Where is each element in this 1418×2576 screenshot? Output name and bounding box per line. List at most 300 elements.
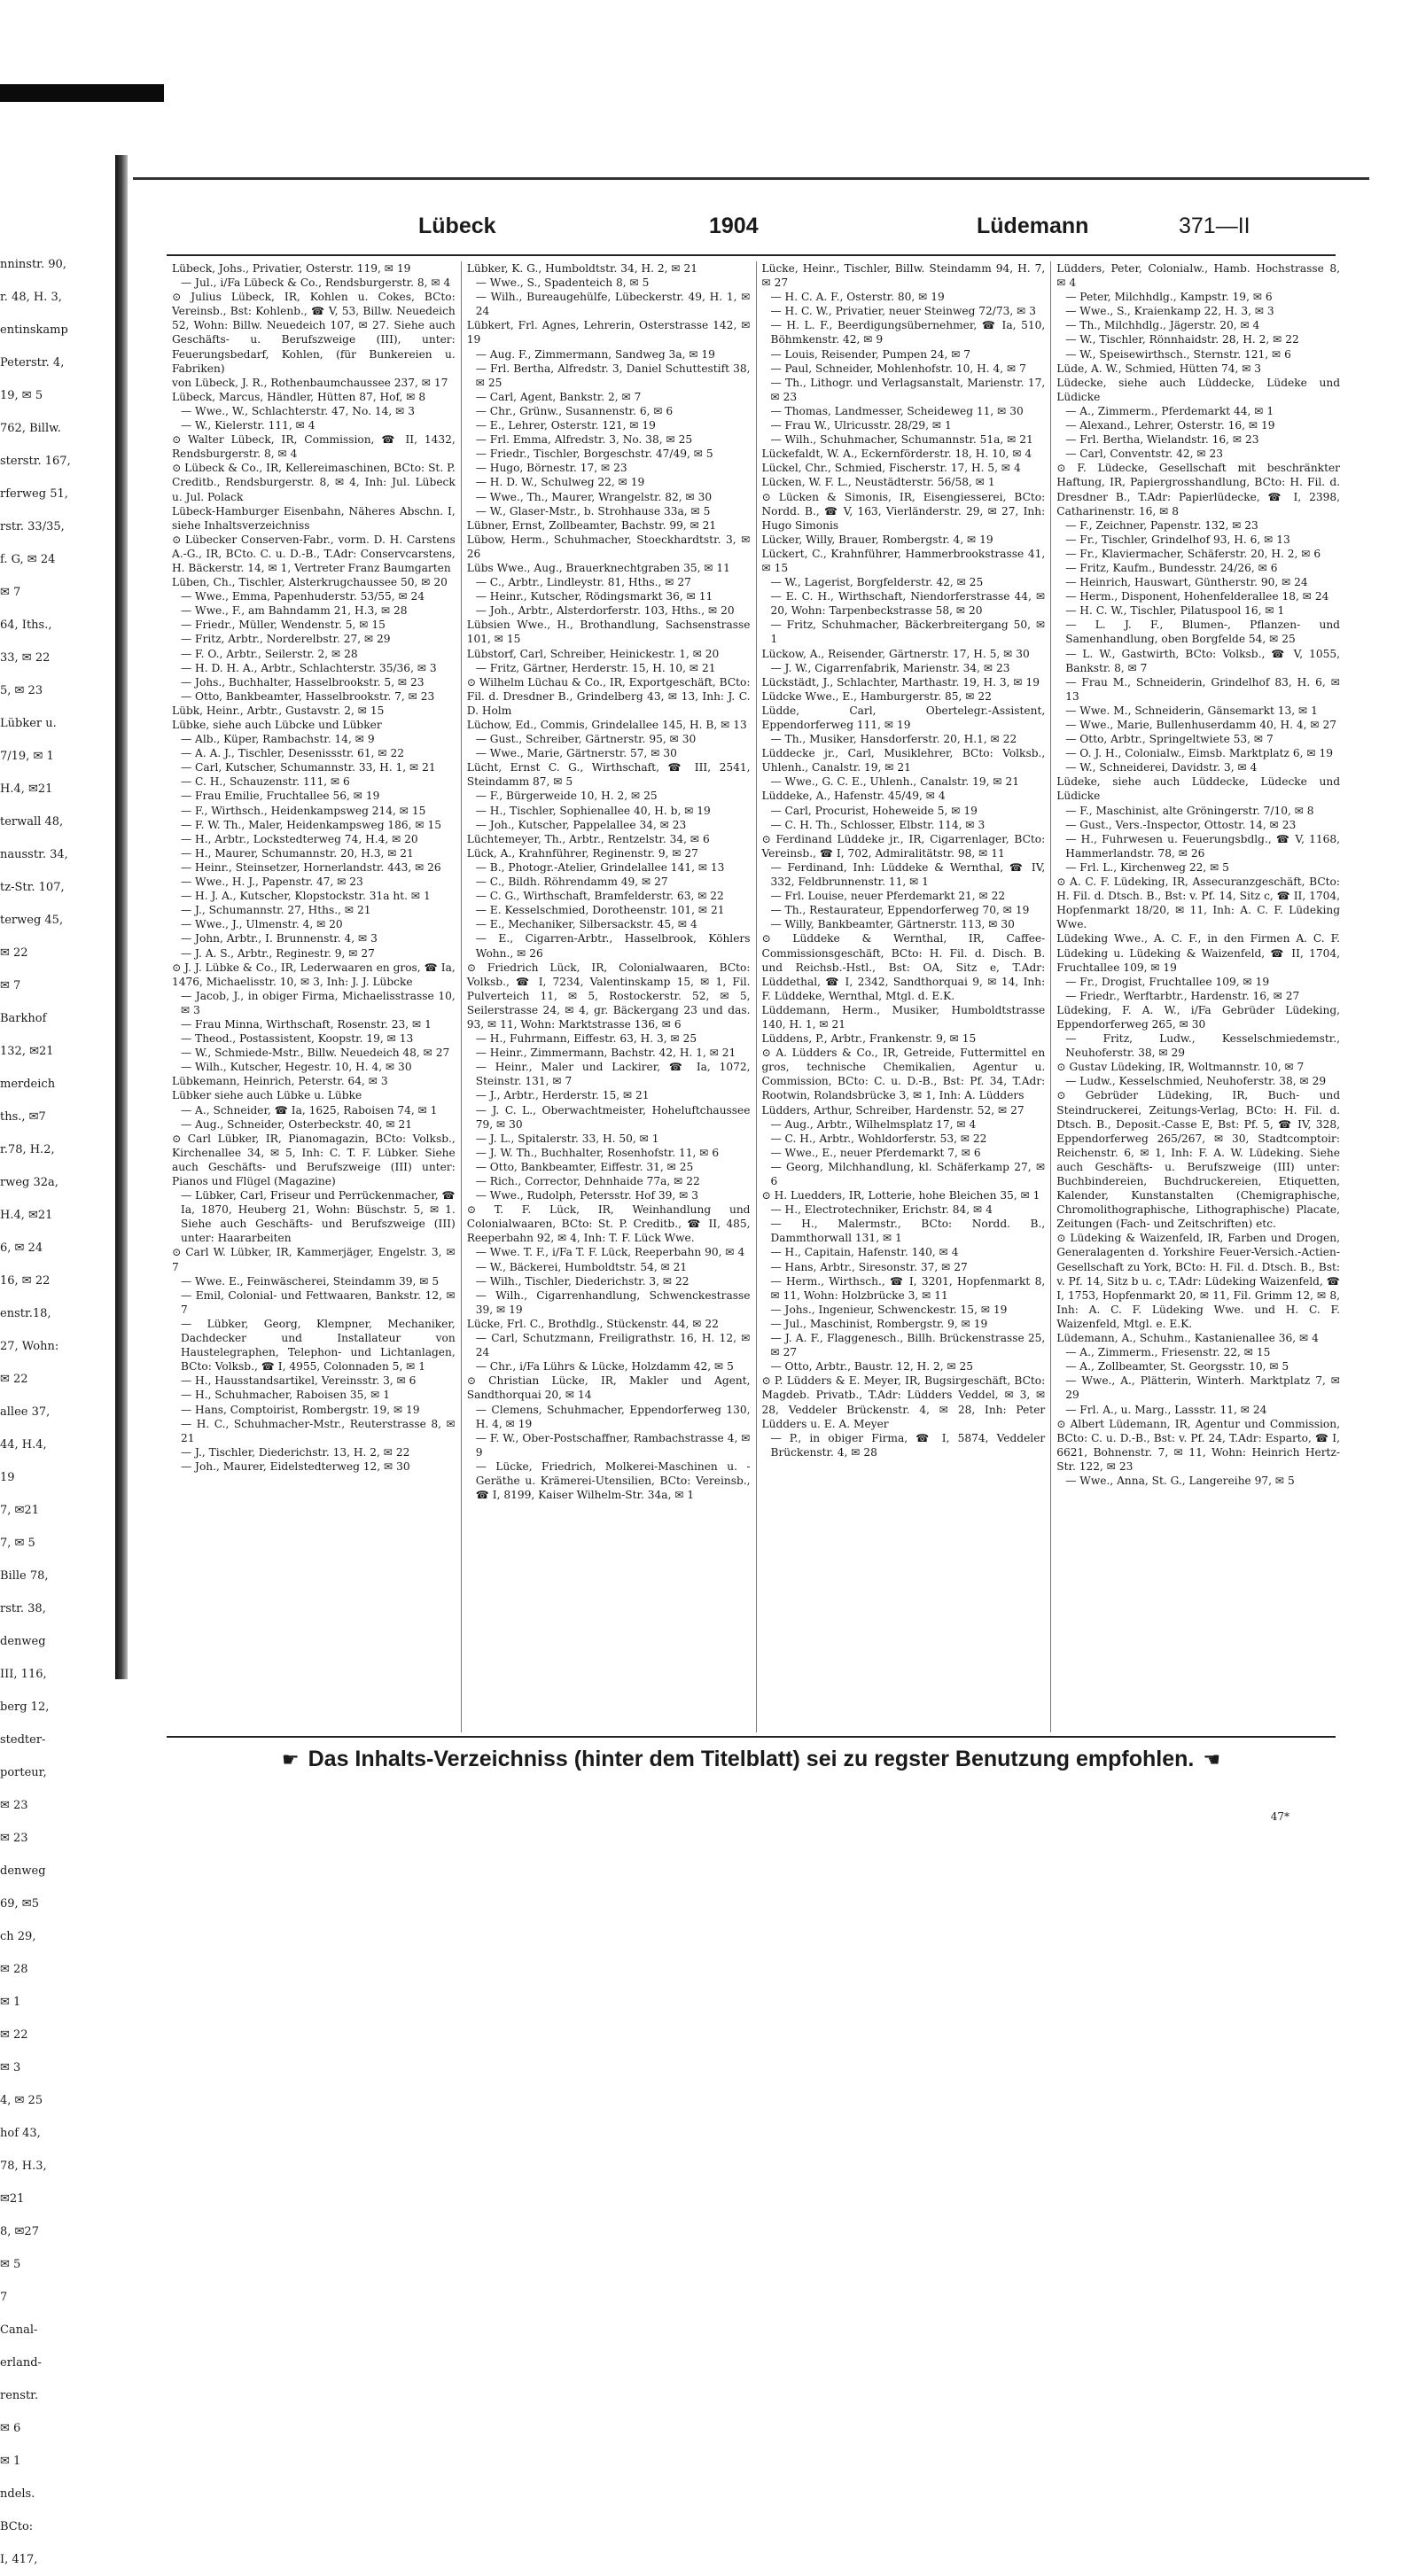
- directory-entry: — Carl, Agent, Bankstr. 2, ✉ 7: [475, 390, 642, 403]
- directory-entry: — C. H. Th., Schlosser, Elbstr. 114, ✉ 3: [770, 818, 986, 831]
- directory-entry: — Frau Emilie, Fruchtallee 56, ✉ 19: [181, 790, 380, 803]
- directory-entry: Lübow, Herm., Schuhmacher, Stoeckhardtstr. 3, ✉ 26: [466, 533, 751, 560]
- directory-entry: — C. H., Arbtr., Wohldorferstr. 53, ✉ 22: [770, 1132, 987, 1145]
- directory-entry: Lüdcke Wwe., E., Hamburgerstr. 85, ✉ 22: [761, 689, 992, 703]
- directory-entry: ⊙ Lüdeking & Waizenfeld, IR, Farben und Drogen, Generalagenten d. Yorkshire Feuer-Versich.-Actien-Gesellschaft zu York, BCto: H. Fil. d. Dtsch. B., Bst: v. Pf. 14, Sitz b u. c, T.Adr: Lüdeking Waizenfeld, ☎ I, 1753, Hopfenmarkt 20, ✉ 11, Fil. Grimm 12, ✉ 8, Inh: A. C. F. Lüdeking Wwe. und H. C. F. Waizenfeld, Mtgl. e. E.K.: [1056, 1232, 1340, 1330]
- directory-entry: — Wwe., Th., Maurer, Wrangelstr. 82, ✉ 30: [475, 490, 713, 503]
- directory-entry: — Jul., i/Fa Lübeck & Co., Rendsburgerstr. 8, ✉ 4: [181, 276, 451, 290]
- prev-page-fragment: ✉21: [0, 2192, 25, 2206]
- directory-entry: Lübner, Ernst, Zollbeamter, Bachstr. 99, ✉ 21: [466, 518, 717, 532]
- directory-entry: ⊙ A. C. F. Lüdeking, IR, Assecuranzgeschäft, BCto: H. Fil. d. Dtsch. B., Bst: v. Pf. 14, Sitz c, ☎ II, 1704, Hopfenmarkt 18/20, ✉ 11, Inh: A. C. F. Lüdeking Wwe.: [1056, 876, 1340, 931]
- directory-entry: Lüddens, P., Arbtr., Frankenstr. 9, ✉ 15: [761, 1032, 977, 1046]
- directory-entry: — F. W. Th., Maler, Heidenkampsweg 186, ✉ 15: [181, 818, 441, 831]
- directory-entry: — A., Zollbeamter, St. Georgsstr. 10, ✉ 5: [1065, 1360, 1289, 1374]
- directory-entry: — E., Cigarren-Arbtr., Hasselbrook, Köhlers Wohn., ✉ 26: [475, 932, 751, 960]
- directory-entry: — W., Lagerist, Borgfelderstr. 42, ✉ 25: [770, 576, 984, 589]
- directory-entry: — Wwe. T. F., i/Fa T. F. Lück, Reeperbahn 90, ✉ 4: [475, 1246, 745, 1259]
- directory-entry: — E., Lehrer, Osterstr. 121, ✉ 19: [475, 419, 656, 432]
- prev-page-fragment: 33, ✉ 22: [0, 651, 51, 665]
- prev-page-fragment: rferweg 51,: [0, 487, 68, 501]
- directory-entry: ⊙ Walter Lübeck, IR, Commission, ☎ II, 1432, Rendsburgerstr. 8, ✉ 4: [172, 433, 456, 461]
- directory-entry: — Heinr., Maler und Lackirer, ☎ Ia, 1072, Steinstr. 131, ✉ 7: [475, 1061, 751, 1088]
- directory-entry: Lübeck, Johs., Privatier, Osterstr. 119, ✉ 19: [172, 262, 411, 275]
- directory-entry: — J. W. Th., Buchhalter, Rosenhofstr. 11, ✉ 6: [475, 1146, 720, 1159]
- directory-entry: — Hans, Comptoirist, Rombergstr. 19, ✉ 19: [181, 1403, 420, 1416]
- directory-entry: Lübkert, Frl. Agnes, Lehrerin, Osterstrasse 142, ✉ 19: [466, 319, 751, 346]
- directory-entry: — Clemens, Schuhmacher, Eppendorferweg 130, H. 4, ✉ 19: [475, 1403, 751, 1430]
- directory-entry: — Th., Musiker, Hansdorferstr. 20, H.1, ✉ 22: [770, 733, 1017, 746]
- directory-entry: — C. G., Wirthschaft, Bramfelderstr. 63, ✉ 22: [475, 890, 724, 903]
- directory-entry: — W., Bäckerei, Humboldtstr. 54, ✉ 21: [475, 1260, 688, 1273]
- prev-page-fragment: porteur,: [0, 1766, 47, 1779]
- prev-page-fragment: denweg: [0, 1635, 46, 1648]
- header-page-number: 371—II: [1179, 214, 1250, 238]
- directory-entry: — W., Speisewirthsch., Sternstr. 121, ✉ 6: [1065, 347, 1291, 361]
- directory-entry: — J., Tischler, Diederichstr. 13, H. 2, ✉ 22: [181, 1445, 410, 1459]
- directory-entry: — Fritz, Schuhmacher, Bäckerbreitergang 50, ✉ 1: [770, 619, 1046, 646]
- prev-page-fragment: ✉ 7: [0, 586, 21, 599]
- directory-entry: — J., Arbtr., Herderstr. 15, ✉ 21: [475, 1089, 650, 1102]
- prev-page-fragment: 69, ✉5: [0, 1897, 39, 1911]
- running-header: [133, 214, 1369, 249]
- directory-entry: Lüchtemeyer, Th., Arbtr., Rentzelstr. 34, ✉ 6: [466, 832, 710, 845]
- directory-entry: Lüde, A. W., Schmied, Hütten 74, ✉ 3: [1056, 362, 1262, 375]
- directory-entry: ⊙ Lüddeke & Wernthal, IR, Caffee-Commissionsgeschäft, BCto: H. Fil. d. Disch. B. und Reichsb.-Hstl., Bst: OA, Sitz e, T.Adr: Lüddethal, ☎ I, 2342, Sandthorquai 9, ✉ 14, Inh: F. Lüddeke, Wernthal, Mtgl. d. E.K.: [761, 932, 1046, 1002]
- directory-entry: — Aug., Arbtr., Wilhelmsplatz 17, ✉ 4: [770, 1117, 977, 1131]
- directory-entry: — Herm., Disponent, Hohenfelderallee 18, ✉ 24: [1065, 590, 1329, 603]
- directory-entry: — Aug., Schneider, Osterbeckstr. 40, ✉ 21: [181, 1117, 413, 1131]
- directory-entry: — H. D. W., Schulweg 22, ✉ 19: [475, 476, 645, 489]
- prev-page-fragment: I, 417,: [0, 2553, 38, 2566]
- prev-page-fragment: ✉ 23: [0, 1799, 28, 1812]
- header-rule: [167, 254, 1336, 256]
- directory-entry: — Theod., Postassistent, Koopstr. 19, ✉ 13: [181, 1032, 414, 1046]
- directory-entry: — F., Wirthsch., Heidenkampsweg 214, ✉ 15: [181, 804, 426, 817]
- prev-page-fragment: ✉ 1: [0, 2455, 21, 2468]
- directory-entry: — Wilh., Cigarrenhandlung, Schwenckestrasse 39, ✉ 19: [475, 1288, 751, 1316]
- directory-entry: — Wilh., Tischler, Diederichstr. 3, ✉ 22: [475, 1274, 690, 1288]
- directory-entry: — H. C. W., Privatier, neuer Steinweg 72/73, ✉ 3: [770, 305, 1036, 318]
- directory-entry: — H. D. H. A., Arbtr., Schlachterstr. 35/36, ✉ 3: [181, 661, 437, 674]
- directory-entry: Lück, A., Krahnführer, Reginenstr. 9, ✉ 27: [466, 846, 698, 860]
- directory-entry: — Ludw., Kesselschmied, Neuhoferstr. 38, ✉ 29: [1065, 1075, 1327, 1088]
- directory-entry: ⊙ Ferdinand Lüddeke jr., IR, Cigarrenlager, BCto: Vereinsb., ☎ I, 702, Admiralitätstr. 98, ✉ 11: [761, 832, 1046, 860]
- directory-entry: Lübsien Wwe., H., Brothandlung, Sachsenstrasse 101, ✉ 15: [466, 619, 751, 646]
- prev-page-fragment: ndels.: [0, 2487, 35, 2501]
- prev-page-fragment: 27, Wohn:: [0, 1340, 59, 1353]
- prev-page-fragment: 19, ✉ 5: [0, 389, 43, 402]
- directory-entry: — Rich., Corrector, Dehnhaide 77a, ✉ 22: [475, 1175, 700, 1187]
- directory-entry: — H., Hausstandsartikel, Vereinsstr. 3, ✉ 6: [181, 1374, 417, 1388]
- directory-entry: — H. J. A., Kutscher, Klopstockstr. 31a ht. ✉ 1: [181, 890, 431, 903]
- prev-page-fragment: ths., ✉7: [0, 1110, 46, 1124]
- directory-entry: Lüchow, Ed., Commis, Grindelallee 145, H. B, ✉ 13: [466, 719, 747, 731]
- prev-page-fragment: hof 43,: [0, 2127, 41, 2140]
- directory-entry: — Otto, Bankbeamter, Hasselbrookstr. 7, ✉ 23: [181, 689, 435, 703]
- directory-entry: — H., Tischler, Sophienallee 40, H. b, ✉ 19: [475, 804, 711, 817]
- prev-page-fragment: nninstr. 90,: [0, 258, 66, 271]
- directory-entry: ⊙ Lübeck & Co., IR, Kellereimaschinen, BCto: St. P. Creditb., Rendsburgerstr. 8, ✉ 4, Inh: Jul. Lübeck u. Jul. Polack: [172, 462, 456, 503]
- directory-entry: — Otto, Bankbeamter, Eiffestr. 31, ✉ 25: [475, 1160, 694, 1173]
- prev-page-fragment: Canal-: [0, 2323, 38, 2337]
- directory-entry: — Frl. Emma, Alfredstr. 3, No. 38, ✉ 25: [475, 433, 693, 447]
- directory-entry: — Fritz, Ludw., Kesselschmiedemstr., Neuhoferstr. 38, ✉ 29: [1065, 1032, 1340, 1060]
- directory-entry: — Jacob, J., in obiger Firma, Michaelisstrasse 10, ✉ 3: [181, 989, 456, 1016]
- directory-entry: — Fritz, Arbtr., Norderelbstr. 27, ✉ 29: [181, 633, 391, 646]
- directory-entry: — H., Electrotechniker, Erichstr. 84, ✉ 4: [770, 1203, 993, 1217]
- directory-entry: — Gust., Vers.-Inspector, Ottostr. 14, ✉ 23: [1065, 818, 1297, 831]
- directory-entry: — Wwe., G. C. E., Uhlenh., Canalstr. 19, ✉ 21: [770, 775, 1019, 789]
- directory-entry: — F., Zeichner, Papenstr. 132, ✉ 23: [1065, 518, 1258, 532]
- directory-entry: — J. A. S., Arbtr., Reginestr. 9, ✉ 27: [181, 946, 375, 960]
- directory-entry: — F. W., Ober-Postschaffner, Rambachstrasse 4, ✉ 9: [475, 1431, 751, 1459]
- footer-text: Das Inhalts-Verzeichniss (hinter dem Titelblatt) sei zu regster Benutzung empfohlen.: [308, 1747, 1195, 1771]
- prev-page-fragment: ✉ 6: [0, 2422, 21, 2435]
- directory-entry: — Alexand., Lehrer, Osterstr. 16, ✉ 19: [1065, 419, 1275, 432]
- directory-entry: — Wwe., F., am Bahndamm 21, H.3, ✉ 28: [181, 604, 408, 618]
- prev-page-fragment: 762, Billw.: [0, 422, 61, 435]
- directory-entry: Lüddeke, A., Hafenstr. 45/49, ✉ 4: [761, 790, 946, 803]
- directory-entry: Lübeck, Marcus, Händler, Hütten 87, Hof, ✉ 8: [172, 390, 426, 403]
- directory-entry: Lüdde, Carl, Obertelegr.-Assistent, Eppendorferweg 111, ✉ 19: [761, 704, 1046, 731]
- directory-entry: — Frl. Louise, neuer Pferdemarkt 21, ✉ 22: [770, 890, 1006, 903]
- directory-entry: Lüdeking, F. A. W., i/Fa Gebrüder Lüdeking, Eppendorferweg 265, ✉ 30: [1056, 1003, 1340, 1031]
- prev-page-fragment: entinskamp: [0, 323, 68, 337]
- directory-entry: — Joh., Arbtr., Alsterdorferstr. 103, Hths., ✉ 20: [475, 604, 735, 618]
- directory-entry: Lübstorf, Carl, Schreiber, Heinickestr. 1, ✉ 20: [466, 647, 720, 660]
- directory-entry: Lüddecke jr., Carl, Musiklehrer, BCto: Volksb., Uhlenh., Canalstr. 19, ✉ 21: [761, 747, 1046, 774]
- directory-entry: Lüddemann, Herm., Musiker, Humboldtstrasse 140, H. 1, ✉ 21: [761, 1003, 1046, 1031]
- book-gutter: [115, 155, 128, 1679]
- directory-entry: Lübke, siehe auch Lübcke und Lübker: [172, 719, 382, 731]
- directory-entry: — H. L. F., Beerdigungsübernehmer, ☎ Ia, 510, Böhmkenstr. 42, ✉ 9: [770, 319, 1046, 346]
- directory-entry: — Herm., Wirthsch., ☎ I, 3201, Hopfenmarkt 8, ✉ 11, Wohn: Holzbrücke 3, ✉ 11: [770, 1274, 1046, 1302]
- directory-entry: — J., Schumannstr. 27, Hths., ✉ 21: [181, 904, 371, 917]
- directory-entry: ⊙ Christian Lücke, IR, Makler und Agent, Sandthorquai 20, ✉ 14: [466, 1374, 751, 1402]
- directory-entry: ⊙ P. Lüdders & E. Meyer, IR, Bugsirgeschäft, BCto: Magdeb. Privatb., T.Adr: Lüdders Veddel, ✉ 3, ✉ 28, Veddeler Brückenstr. 4, ✉ 28, Inh: Peter Lüdders u. E. A. Meyer: [761, 1374, 1046, 1430]
- prev-page-fragment: r.78, H.2,: [0, 1143, 55, 1156]
- directory-entry: ⊙ F. Lüdecke, Gesellschaft mit beschränkter Haftung, IR, Papiergrosshandlung, BCto: H. Fil. d. Dresdner B., T.Adr: Papierlüdecke, ☎ I, 2398, Catharinenstr. 16, ✉ 8: [1056, 462, 1340, 518]
- directory-entry: — Fr., Drogist, Fruchtallee 109, ✉ 19: [1065, 975, 1270, 988]
- directory-entry: ⊙ A. Lüdders & Co., IR, Getreide, Futtermittel en gros, technische Chemikalien, Agentur u. Commission, BCto: C. u. D.-B., Bst: Pf. 34, T.Adr: Rootwin, Rolandsbrücke 3, ✉ 1, Inh: A. Lüdders: [761, 1047, 1046, 1102]
- directory-entry: ⊙ Albert Lüdemann, IR, Agentur und Commission, BCto: C. u. D.-B., Bst: v. Pf. 24, T.Adr: Esparto, ☎ I, 6621, Bohnenstr. 7, ✉ 11, Wohn: Heinrich Hertz-Str. 122, ✉ 23: [1056, 1417, 1340, 1473]
- directory-entry: — J. C. L., Oberwachtmeister, Hoheluftchaussee 79, ✉ 30: [475, 1103, 751, 1131]
- directory-entry: Lüdecke, siehe auch Lüddecke, Lüdeke und Lüdicke: [1056, 376, 1340, 403]
- directory-entry: — E., Mechaniker, Silbersackstr. 45, ✉ 4: [475, 918, 697, 931]
- directory-entry: — Peter, Milchhdlg., Kampstr. 19, ✉ 6: [1065, 291, 1273, 304]
- directory-entry: — Frau M., Schneiderin, Grindelhof 83, H. 6, ✉ 13: [1065, 675, 1340, 703]
- prev-page-fragment: nausstr. 34,: [0, 848, 68, 861]
- directory-entry: — Gust., Schreiber, Gärtnerstr. 95, ✉ 30: [475, 733, 697, 746]
- prev-page-fragment: 44, H.4,: [0, 1438, 47, 1451]
- prev-page-fragment: H.4, ✉21: [0, 1209, 53, 1222]
- directory-entry: ⊙ Lübecker Conserven-Fabr., vorm. D. H. Carstens A.-G., IR, BCto. C. u. D.-B., T.Adr: Conservcarstens, H. Bäckerstr. 14, ✉ 1, Vertreter Franz Baumgarten: [172, 533, 456, 574]
- prev-page-fragment: ✉ 22: [0, 1373, 28, 1386]
- directory-entry: Lüdemann, A., Schuhm., Kastanienallee 36, ✉ 4: [1056, 1332, 1319, 1345]
- entry-columns: [167, 261, 1345, 1732]
- directory-entry: — Th., Lithogr. und Verlagsanstalt, Marienstr. 17, ✉ 23: [770, 376, 1046, 403]
- directory-entry: — Wilh., Bureaugehülfe, Lübeckerstr. 49, H. 1, ✉ 24: [475, 291, 751, 318]
- directory-entry: — O. J. H., Colonialw., Eimsb. Marktplatz 6, ✉ 19: [1065, 747, 1333, 760]
- directory-entry: — Joh., Kutscher, Pappelallee 34, ✉ 23: [475, 818, 687, 831]
- prev-page-fragment: merdeich: [0, 1078, 56, 1091]
- directory-entry: — H., Maurer, Schumannstr. 20, H.3, ✉ 21: [181, 846, 414, 860]
- directory-entry: — Otto, Arbtr., Springeltwiete 53, ✉ 7: [1065, 733, 1274, 746]
- prev-page-fragment: 6, ✉ 24: [0, 1241, 43, 1255]
- prev-page-fragment: renstr.: [0, 2389, 39, 2402]
- directory-entry: Lübkemann, Heinrich, Peterstr. 64, ✉ 3: [172, 1075, 388, 1088]
- directory-entry: Lücke, Heinr., Tischler, Billw. Steindamm 94, H. 7, ✉ 27: [761, 262, 1046, 290]
- directory-entry: Lückel, Chr., Schmied, Fischerstr. 17, H. 5, ✉ 4: [761, 462, 1021, 475]
- directory-entry: Lübeck-Hamburger Eisenbahn, Näheres Abschn. I, siehe Inhaltsverzeichniss: [172, 504, 456, 532]
- directory-entry: — Thomas, Landmesser, Scheideweg 11, ✉ 30: [770, 404, 1024, 417]
- prev-page-fragment: Lübker u.: [0, 717, 57, 730]
- directory-entry: — F., Bürgerweide 10, H. 2, ✉ 25: [475, 790, 658, 803]
- directory-entry: — A., Schneider, ☎ Ia, 1625, Raboisen 74, ✉ 1: [181, 1103, 438, 1117]
- directory-entry: — H., Capitain, Hafenstr. 140, ✉ 4: [770, 1246, 959, 1259]
- prev-page-fragment: stedter-: [0, 1733, 46, 1747]
- directory-entry: — H., Fuhrwesen u. Feuerungsbdlg., ☎ V, 1168, Hammerlandstr. 78, ✉ 26: [1065, 832, 1340, 860]
- directory-entry: Lüdders, Arthur, Schreiber, Hardenstr. 52, ✉ 27: [761, 1103, 1025, 1117]
- prev-page-fragment: ✉ 3: [0, 2061, 21, 2074]
- footer-rule: [167, 1736, 1336, 1738]
- directory-entry: — A., Zimmerm., Pferdemarkt 44, ✉ 1: [1065, 404, 1274, 417]
- directory-entry: ⊙ Gustav Lüdeking, IR, Woltmannstr. 10, ✉ 7: [1056, 1061, 1305, 1074]
- prev-page-fragment: 7/19, ✉ 1: [0, 750, 54, 763]
- prev-page-fragment: H.4, ✉21: [0, 782, 53, 796]
- directory-entry: — C., Bildh. Röhrendamm 49, ✉ 27: [475, 876, 668, 889]
- directory-entry: — Wwe., Emma, Papenhuderstr. 53/55, ✉ 24: [181, 590, 425, 603]
- directory-entry: — Lübker, Carl, Friseur und Perrückenmacher, ☎ Ia, 1870, Heuberg 21, Wohn: Büschstr. 5, ✉ 1. Siehe auch Geschäfts- und Berufszweige (III) unter: Haararbeiten: [181, 1189, 456, 1245]
- directory-entry: ⊙ Gebrüder Lüdeking, IR, Buch- und Steindruckerei, Zeitungs-Verlag, BCto: H. Fil. d. Dtsch. B., Deposit.-Casse E, Bst: Pf. 5, ☎ IV, 328, Eppendorferweg 265/267, ✉ 30, Stadtcomptoir: Reichenstr. 6, ✉ 1, Inh: F. A. W. Lüdeking. Siehe auch Geschäfts- u. Berufszweige (III) unter: Buchbindereien, Buchdruckereien, Etiquetten, Kalender, Kunstanstalten (Chemigraphische, Chromolithographische, Lithographische) Placate, Zeitungen (Fach- und Zeitschriften) etc.: [1056, 1089, 1340, 1231]
- directory-entry: — Ferdinand, Inh: Lüddeke & Wernthal, ☎ IV, 332, Feldbrunnenstr. 11, ✉ 1: [770, 860, 1046, 889]
- directory-entry: — H., Fuhrmann, Eiffestr. 63, H. 3, ✉ 25: [475, 1032, 697, 1046]
- directory-entry: — B., Photogr.-Atelier, Grindelallee 141, ✉ 13: [475, 860, 725, 874]
- directory-entry: — H. C., Schuhmacher-Mstr., Reuterstrasse 8, ✉ 21: [181, 1417, 456, 1444]
- directory-entry: — J. A. F., Flaggenesch., Billh. Brückenstrasse 25, ✉ 27: [770, 1332, 1046, 1359]
- directory-entry: — Carl, Procurist, Hoheweide 5, ✉ 19: [770, 804, 978, 817]
- directory-entry: — Carl, Schutzmann, Freiligrathstr. 16, H. 12, ✉ 24: [475, 1332, 751, 1359]
- prev-page-fragment: erland-: [0, 2356, 42, 2370]
- directory-entry: — Frau Minna, Wirthschaft, Rosenstr. 23, ✉ 1: [181, 1017, 432, 1031]
- directory-entry: — Wwe., W., Schlachterstr. 47, No. 14, ✉ 3: [181, 404, 415, 417]
- directory-entry: — L. J. F., Blumen-, Pflanzen- und Samenhandlung, oben Borgfelde 54, ✉ 25: [1065, 619, 1340, 646]
- directory-entry: — Fr., Klaviermacher, Schäferstr. 20, H. 2, ✉ 6: [1065, 547, 1321, 560]
- directory-entry: Lüben, Ch., Tischler, Alsterkrugchaussee 50, ✉ 20: [172, 576, 448, 589]
- directory-entry: — Frl. Bertha, Wielandstr. 16, ✉ 23: [1065, 433, 1259, 447]
- prev-page-fragment: r. 48, H. 3,: [0, 291, 62, 304]
- prev-page-fragment: 16, ✉ 22: [0, 1274, 51, 1288]
- directory-entry: — L. W., Gastwirth, BCto: Volksb., ☎ V, 1055, Bankstr. 8, ✉ 7: [1065, 647, 1340, 674]
- column-1: [167, 261, 462, 1732]
- directory-entry: — F., Maschinist, alte Gröningerstr. 7/10, ✉ 8: [1065, 804, 1314, 817]
- directory-entry: Lübker, K. G., Humboldtstr. 34, H. 2, ✉ 21: [466, 262, 697, 275]
- prev-page-fragment: ✉ 23: [0, 1832, 28, 1845]
- directory-entry: — Wwe., Anna, St. G., Langereihe 97, ✉ 5: [1065, 1474, 1295, 1487]
- directory-entry: — Wwe. E., Feinwäscherei, Steindamm 39, ✉ 5: [181, 1274, 440, 1288]
- prev-page-fragment: 7, ✉ 5: [0, 1537, 35, 1550]
- prev-page-fragment: tz-Str. 107,: [0, 881, 65, 894]
- directory-entry: — Willy, Bankbeamter, Gärtnerstr. 113, ✉ 30: [770, 918, 1015, 931]
- directory-entry: — Frl. L., Kirchenweg 22, ✉ 5: [1065, 860, 1229, 874]
- prev-page-fragment: rstr. 38,: [0, 1602, 46, 1615]
- directory-entry: — Hans, Arbtr., Siresonstr. 37, ✉ 27: [770, 1260, 968, 1273]
- directory-entry: ⊙ Friedrich Lück, IR, Colonialwaaren, BCto: Volksb., ☎ I, 7234, Valentinskamp 15, ✉ 1, Fil. Pulverteich 11, ✉ 5, Rostockerstr. 52, ✉ 5, Seilerstrasse 24, ✉ 4, gr. Bäckergang 23 und das. 93, ✉ 11, Wohn: Marktstrasse 136, ✉ 6: [466, 961, 751, 1031]
- directory-entry: — Lübker, Georg, Klempner, Mechaniker, Dachdecker und Installateur von Haustelegraphen, Telephon- und Lichtanlagen, BCto: Volksb., ☎ I, 4955, Colonnaden 5, ✉ 1: [181, 1317, 456, 1374]
- prev-page-fragment: Bille 78,: [0, 1569, 49, 1583]
- directory-entry: — Louis, Reisender, Pumpen 24, ✉ 7: [770, 347, 971, 361]
- directory-entry: — H. C. A. F., Osterstr. 80, ✉ 19: [770, 291, 945, 304]
- column-4: [1051, 261, 1345, 1732]
- prev-page-fragment: Barkhof: [0, 1012, 47, 1025]
- directory-entry: — Fritz, Gärtner, Herderstr. 15, H. 10, ✉ 21: [475, 661, 716, 674]
- directory-entry: — W., Glaser-Mstr., b. Strohhause 33a, ✉ 5: [475, 504, 711, 518]
- directory-entry: — H., Schuhmacher, Raboisen 35, ✉ 1: [181, 1389, 391, 1402]
- prev-page-fragment: 78, H.3,: [0, 2160, 47, 2173]
- directory-entry: — Frau W., Ulricusstr. 28/29, ✉ 1: [770, 419, 952, 432]
- prev-page-fragment: enstr.18,: [0, 1307, 51, 1320]
- directory-entry: — Friedr., Tischler, Borgeschstr. 47/49, ✉ 5: [475, 447, 713, 461]
- directory-entry: — Heinr., Kutscher, Rödingsmarkt 36, ✉ 11: [475, 590, 713, 603]
- directory-entry: — Heinrich, Hauswart, Güntherstr. 90, ✉ 24: [1065, 576, 1308, 589]
- prev-page-fragment: BCto:: [0, 2520, 34, 2533]
- directory-entry: — Carl, Conventstr. 42, ✉ 23: [1065, 447, 1223, 461]
- column-2: [462, 261, 757, 1732]
- directory-entry: — W., Kielerstr. 111, ✉ 4: [181, 419, 316, 432]
- directory-entry: — A. A. J., Tischler, Desenissstr. 61, ✉ 22: [181, 747, 404, 760]
- directory-entry: Lüdeking Wwe., A. C. F., in den Firmen A. C. F. Lüdeking u. Lüdeking & Waizenfeld, ☎ II, 1704, Fruchtallee 109, ✉ 19: [1056, 932, 1340, 974]
- prev-page-fragment: 132, ✉21: [0, 1045, 54, 1058]
- directory-entry: Lübs Wwe., Aug., Brauerknechtgraben 35, ✉ 11: [466, 561, 730, 574]
- signature-mark: 47*: [1270, 1810, 1289, 1823]
- prev-page-fragment: 8, ✉27: [0, 2225, 39, 2238]
- directory-entry: Lückow, A., Reisender, Gärtnerstr. 17, H. 5, ✉ 30: [761, 647, 1030, 660]
- directory-entry: — Frl. Bertha, Alfredstr. 3, Daniel Schuttestift 38, ✉ 25: [475, 362, 751, 389]
- directory-entry: ⊙ Julius Lübeck, IR, Kohlen u. Cokes, BCto: Vereinsb., Bst: Kohlenb., ☎ V, 53, Billw. Neuedeich 52, Wohn: Billw. Neuedeich 107, ✉ 27. Siehe auch Geschäfts- u. Berufszweige (III), unter: Feuerungsbedarf, Kohlen, (für Bunkereien u. Fabriken): [172, 291, 456, 375]
- directory-entry: — Wwe., J., Ulmenstr. 4, ✉ 20: [181, 918, 343, 931]
- prev-page-fragment: rweg 32a,: [0, 1176, 58, 1189]
- header-name: Lüdemann: [977, 214, 1089, 238]
- directory-entry: — Th., Milchhdlg., Jägerstr. 20, ✉ 4: [1065, 319, 1260, 332]
- prev-page-fragment: terwall 48,: [0, 815, 64, 829]
- prev-page-fragment: ✉ 22: [0, 946, 28, 960]
- directory-entry: Lücke, Frl. C., Brothdlg., Stückenstr. 44, ✉ 22: [466, 1317, 719, 1330]
- directory-entry: — Wwe., Marie, Gärtnerstr. 57, ✉ 30: [475, 747, 677, 760]
- directory-entry: — Wwe., S., Kraienkamp 22, H. 3, ✉ 3: [1065, 305, 1274, 318]
- directory-entry: — Frl. A., u. Marg., Lassstr. 11, ✉ 24: [1065, 1403, 1267, 1416]
- prev-page-fragment: rstr. 33/35,: [0, 520, 65, 533]
- directory-entry: — Otto, Arbtr., Baustr. 12, H. 2, ✉ 25: [770, 1360, 974, 1374]
- directory-entry: — Wwe., Marie, Bullenhuserdamm 40, H. 4, ✉ 27: [1065, 719, 1336, 731]
- directory-entry: Lübk, Heinr., Arbtr., Gustavstr. 2, ✉ 15: [172, 704, 385, 717]
- directory-entry: — Wwe. M., Schneiderin, Gänsemarkt 13, ✉ 1: [1065, 704, 1318, 717]
- directory-entry: ⊙ T. F. Lück, IR, Weinhandlung und Colonialwaaren, BCto: St. P. Creditb., ☎ II, 485, Reeperbahn 92, ✉ 4, Inh: T. F. Lück Wwe.: [466, 1203, 751, 1245]
- prev-page-fragment: ch 29,: [0, 1930, 36, 1943]
- prev-page-fragment: 19: [0, 1471, 15, 1484]
- directory-entry: — John, Arbtr., I. Brunnenstr. 4, ✉ 3: [181, 932, 378, 946]
- directory-entry: Lücken, W. F. L., Neustädterstr. 56/58, ✉ 1: [761, 476, 995, 489]
- column-3: [757, 261, 1052, 1732]
- directory-entry: — H. C. W., Tischler, Pilatuspool 16, ✉ 1: [1065, 604, 1285, 618]
- prev-page-fragment: 4, ✉ 25: [0, 2094, 43, 2107]
- directory-entry: — Wwe., E., neuer Pferdemarkt 7, ✉ 6: [770, 1146, 981, 1159]
- directory-entry: — C., Arbtr., Lindleystr. 81, Hths., ✉ 27: [475, 576, 691, 589]
- prev-page-fragment: ✉ 5: [0, 2258, 21, 2271]
- directory-entry: — Wwe., H. J., Papenstr. 47, ✉ 23: [181, 876, 363, 889]
- directory-entry: — Johs., Buchhalter, Hasselbrookstr. 5, ✉ 23: [181, 675, 425, 689]
- directory-entry: — Wilh., Kutscher, Hegestr. 10, H. 4, ✉ 30: [181, 1061, 412, 1074]
- directory-entry: — Lücke, Friedrich, Molkerei-Maschinen u. -Geräthe u. Krämerei-Utensilien, BCto: Vereinsb., ☎ I, 8199, Kaiser Wilhelm-Str. 34a, ✉ 1: [475, 1459, 751, 1502]
- directory-entry: ⊙ Lücken & Simonis, IR, Eisengiesserei, BCto: Nordd. B., ☎ V, 163, Vierländerstr. 29, ✉ 27, Inh: Hugo Simonis: [761, 490, 1046, 532]
- prev-page-fragment: berg 12,: [0, 1700, 50, 1714]
- pointing-hand-left-icon: ☚: [1203, 1748, 1221, 1771]
- prev-page-fragment: ✉ 28: [0, 1963, 28, 1976]
- directory-entry: — H., Arbtr., Lockstedterweg 74, H.4, ✉ 20: [181, 832, 418, 845]
- directory-entry: — J. L., Spitalerstr. 33, H. 50, ✉ 1: [475, 1132, 659, 1145]
- directory-entry: — J. W., Cigarrenfabrik, Marienstr. 34, ✉ 23: [770, 661, 1010, 674]
- directory-entry: von Lübeck, J. R., Rothenbaumchaussee 237, ✉ 17: [172, 376, 448, 389]
- prev-page-fragment: ✉ 22: [0, 2028, 28, 2042]
- directory-entry: — Joh., Maurer, Eidelstedterweg 12, ✉ 30: [181, 1459, 410, 1473]
- directory-page: [133, 177, 1369, 1828]
- directory-entry: — F. O., Arbtr., Seilerstr. 2, ✉ 28: [181, 647, 358, 660]
- directory-entry: — Wwe., Rudolph, Petersstr. Hof 39, ✉ 3: [475, 1189, 698, 1202]
- prev-page-fragment: ✉ 1: [0, 1996, 21, 2009]
- directory-entry: — Wilh., Schuhmacher, Schumannstr. 51a, ✉ 21: [770, 433, 1033, 447]
- directory-entry: ⊙ Carl W. Lübker, IR, Kammerjäger, Engelstr. 3, ✉ 7: [172, 1246, 456, 1273]
- previous-page-edge: [0, 248, 113, 2566]
- footer-notice: [133, 1747, 1369, 1772]
- directory-entry: — Heinr., Steinsetzer, Hornerlandstr. 443, ✉ 26: [181, 860, 441, 874]
- pointing-hand-right-icon: ☛: [281, 1748, 300, 1771]
- directory-entry: — W., Tischler, Rönnhaidstr. 28, H. 2, ✉ 22: [1065, 333, 1299, 346]
- prev-page-fragment: f. G, ✉ 24: [0, 553, 56, 566]
- directory-entry: — Friedr., Werftarbtr., Hardenstr. 16, ✉ 27: [1065, 989, 1300, 1002]
- directory-entry: — Georg, Milchhandlung, kl. Schäferkamp 27, ✉ 6: [770, 1160, 1046, 1187]
- directory-entry: — Hugo, Börnestr. 17, ✉ 23: [475, 462, 627, 475]
- directory-entry: — Aug. F., Zimmermann, Sandweg 3a, ✉ 19: [475, 347, 715, 361]
- directory-entry: — W., Schneiderei, Davidstr. 3, ✉ 4: [1065, 761, 1258, 774]
- directory-entry: Lückefaldt, W. A., Eckernförderstr. 18, H. 10, ✉ 4: [761, 447, 1032, 461]
- directory-entry: — Johs., Ingenieur, Schwenckestr. 15, ✉ 19: [770, 1303, 1008, 1316]
- directory-entry: — P., in obiger Firma, ☎ I, 5874, Veddeler Brückenstr. 4, ✉ 28: [770, 1431, 1046, 1459]
- directory-entry: — Th., Restaurateur, Eppendorferweg 70, ✉ 19: [770, 904, 1030, 917]
- directory-entry: — Friedr., Müller, Wendenstr. 5, ✉ 15: [181, 619, 386, 632]
- directory-entry: — Fritz, Kaufm., Bundesstr. 24/26, ✉ 6: [1065, 561, 1278, 574]
- directory-entry: — Chr., Grünw., Susannenstr. 6, ✉ 6: [475, 404, 674, 417]
- directory-entry: — Carl, Kutscher, Schumannstr. 33, H. 1, ✉ 21: [181, 761, 436, 774]
- directory-entry: — Paul, Schneider, Mohlenhofstr. 10, H. 4, ✉ 7: [770, 362, 1026, 375]
- header-year: 1904: [709, 214, 759, 238]
- directory-entry: Lücker, Willy, Brauer, Rombergstr. 4, ✉ 19: [761, 533, 993, 546]
- directory-entry: ⊙ Carl Lübker, IR, Pianomagazin, BCto: Volksb., Kirchenallee 34, ✉ 5, Inh: C. T. F. Lübker. Siehe auch Geschäfts- und Berufszweige (III) unter: Pianos und Flügel (Magazine): [172, 1132, 456, 1187]
- directory-entry: — Alb., Küper, Rambachstr. 14, ✉ 9: [181, 733, 375, 746]
- directory-entry: — Wwe., S., Spadenteich 8, ✉ 5: [475, 276, 650, 290]
- directory-entry: — Wwe., A., Plätterin, Winterh. Marktplatz 7, ✉ 29: [1065, 1374, 1340, 1402]
- directory-entry: Lüdeke, siehe auch Lüddecke, Lüdecke und Lüdicke: [1056, 775, 1340, 803]
- scan-border: [0, 84, 164, 102]
- prev-page-fragment: ✉ 7: [0, 979, 21, 992]
- directory-entry: — Chr., i/Fa Lührs & Lücke, Holzdamm 42, ✉ 5: [475, 1360, 734, 1374]
- directory-entry: Lückert, C., Krahnführer, Hammerbrookstrasse 41, ✉ 15: [761, 547, 1046, 574]
- directory-entry: — Jul., Maschinist, Rombergstr. 9, ✉ 19: [770, 1317, 988, 1330]
- directory-entry: Lückstädt, J., Schlachter, Marthastr. 19, H. 3, ✉ 19: [761, 675, 1040, 689]
- directory-entry: ⊙ H. Luedders, IR, Lotterie, hohe Bleichen 35, ✉ 1: [761, 1189, 1040, 1202]
- prev-page-fragment: sterstr. 167,: [0, 455, 71, 468]
- prev-page-fragment: denweg: [0, 1864, 46, 1878]
- prev-page-fragment: 5, ✉ 23: [0, 684, 43, 697]
- directory-entry: ⊙ J. J. Lübke & Co., IR, Lederwaaren en gros, ☎ Ia, 1476, Michaelisstr. 10, ✉ 3, Inh: J. J. Lübcke: [172, 961, 456, 988]
